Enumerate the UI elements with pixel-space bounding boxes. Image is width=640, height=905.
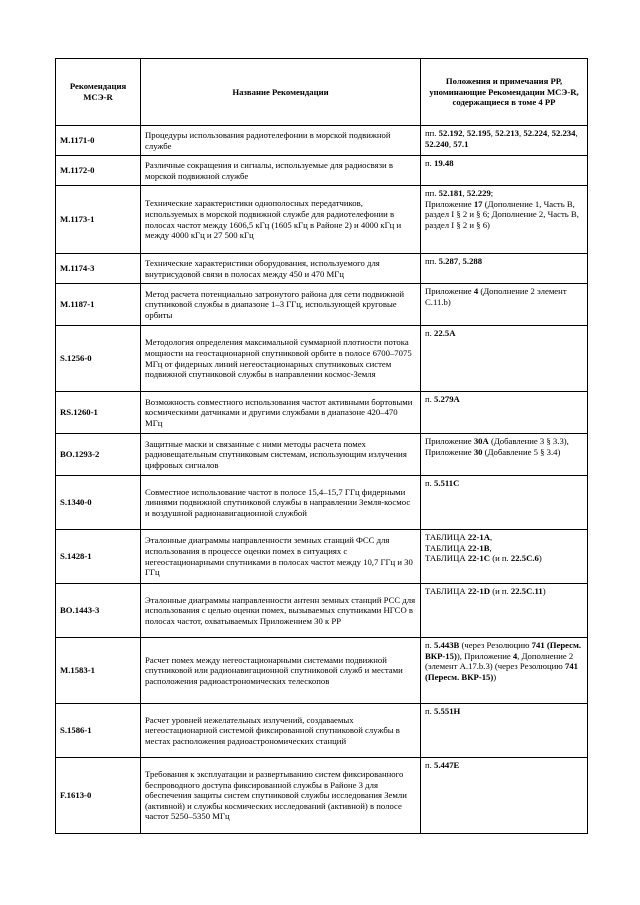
provision-text: 22-1A <box>467 532 491 542</box>
provision-text: 5.551H <box>434 706 461 716</box>
rr-provisions <box>421 186 588 254</box>
provision-text: 52.234 <box>551 128 576 138</box>
recommendation-number: M.1187-1 <box>56 284 141 326</box>
header-provisions: Положения и примечания РР, упоминающие Рекомендации МСЭ-R, содержащиеся в томе 4 РР <box>421 59 588 126</box>
table-row <box>56 392 588 434</box>
recommendation-title: Расчет помех между негеостационарными системами подвижной спутниковой или радионавигационной спутниковой служб и местами расположения радиоастрономических телескопов <box>141 638 421 704</box>
recommendation-title: Метод расчета потенциально затронутого района для сети подвижной спутниковой службы в диапазоне 1–3 ГГц, использующей круговые орбиты <box>141 284 421 326</box>
provision-text: 5.447E <box>434 760 460 770</box>
recommendation-title: Технические характеристики оборудования, используемого для внутрисудовой связи в полосах между 450 и 470 МГц <box>141 254 421 284</box>
provision-text: ) <box>538 553 542 564</box>
provision-text: ; <box>490 188 494 198</box>
provision-text: 5.511C <box>434 478 460 488</box>
provision-text: п. <box>425 760 434 770</box>
provision-text: (Дополнение 2 элемент C.11.b) <box>425 286 567 307</box>
provision-text: Приложение <box>425 436 474 446</box>
table-row <box>56 126 588 156</box>
provision-text: 22.5A <box>434 328 456 338</box>
provision-text: 57.1 <box>453 138 469 149</box>
table-row <box>56 326 588 392</box>
provision-text: (через Резолюцию <box>459 640 532 650</box>
recommendation-number: S.1256-0 <box>56 326 141 392</box>
table-row <box>56 284 588 326</box>
provision-text: Приложение <box>425 286 474 296</box>
provision-text: , <box>575 128 578 138</box>
provision-text: (Добавление 5 § 3.4) <box>482 446 561 457</box>
recommendation-title: Эталонные диаграммы направленности антенн земных станций РСС для использования с целью оценки помех, вызываемых спутниками НГСО в полосах частот, охватываемых Приложением 30 к РР <box>141 584 421 638</box>
provision-text: 4 <box>473 286 479 296</box>
table-header-row <box>56 59 588 126</box>
provision-text: ) <box>542 586 546 596</box>
provision-text: 52.224 <box>523 128 548 138</box>
provision-text: Приложение <box>425 198 474 209</box>
provision-text: 52.181 <box>438 188 463 198</box>
table-row <box>56 584 588 638</box>
recommendation-number: M.1171-0 <box>56 126 141 156</box>
table-row <box>56 530 588 584</box>
provision-text: п. <box>425 158 434 168</box>
provision-text: ), Приложение <box>456 650 513 661</box>
recommendation-title: Требования к эксплуатации и развертыванию систем фиксированного беспроводного доступа фиксированной службы в Районе 3 для обеспечения защиты систем спутниковой службы исследования Земли (активной) и службы космических исследований (активной) в полосе частот 5250–5350 МГц <box>141 758 421 834</box>
table-row <box>56 704 588 758</box>
rr-provisions <box>421 326 588 392</box>
provision-text: п. <box>425 706 434 716</box>
recommendation-title: Методология определения максимальной суммарной плотности потока мощности на геостационарной спутниковой орбите в полосе 6700–7075 МГц от фидерных линий негеостационарных спутниковых систем подвижной спутниковой службы в направлении космос-Земля <box>141 326 421 392</box>
rr-provisions <box>421 758 588 834</box>
provision-text: 52.229 <box>466 188 491 198</box>
provision-text: 5.443B <box>434 640 460 650</box>
rr-provisions <box>421 704 588 758</box>
recommendation-title: Эталонные диаграммы направленности земных станций ФСС для использования в процессе оценки помех в ситуациях с негеостационарными спутниками в полосах частот между 10,7 ГГц и 30 ГГц <box>141 530 421 584</box>
recommendation-number: M.1172-0 <box>56 156 141 186</box>
provision-text: ) <box>493 671 497 682</box>
recommendation-number: S.1586-1 <box>56 704 141 758</box>
provision-text: 22-1B <box>467 542 490 553</box>
rr-provisions <box>421 584 588 638</box>
table-body <box>56 126 588 834</box>
recommendation-title: Расчет уровней нежелательных излучений, создаваемых негеостационарной системой фиксированной спутниковой службы в местах расположения радиоастрономических станций <box>141 704 421 758</box>
recommendation-title: Возможность совместного использования частот активными бортовыми космическими датчиками и другими службами в диапазоне 420–470 МГц <box>141 392 421 434</box>
provision-text: п. <box>425 478 434 488</box>
rr-provisions <box>421 638 588 704</box>
recommendation-number: BO.1443-3 <box>56 584 141 638</box>
table-row <box>56 434 588 476</box>
provision-text: (Пересм. ВКР-15) <box>425 640 582 661</box>
provision-text: 22.5C.11 <box>510 586 543 596</box>
recommendation-number: BO.1293-2 <box>56 434 141 476</box>
recommendation-number: S.1340-0 <box>56 476 141 530</box>
provision-text: , <box>490 128 496 138</box>
provision-text: ТАБЛИЦА <box>425 553 468 564</box>
provision-text: п. <box>425 640 434 650</box>
recommendation-number: M.1583-1 <box>56 638 141 704</box>
provision-text: 22.5C.6 <box>510 553 539 564</box>
provision-text: 4 <box>512 650 518 661</box>
rr-provisions <box>421 530 588 584</box>
provision-text: 52.192 <box>438 128 463 138</box>
provision-text: 5.287 <box>438 256 459 266</box>
provision-text: 52.240 <box>425 138 449 149</box>
provision-text: пп. <box>425 128 439 138</box>
table-row <box>56 254 588 284</box>
recommendation-number: M.1174-3 <box>56 254 141 284</box>
provision-text: , <box>489 542 492 553</box>
provision-text: , <box>448 138 454 149</box>
header-recommendation: Рекомендация МСЭ-R <box>56 59 141 126</box>
provision-text: пп. <box>425 256 439 266</box>
provision-text: 22-1C <box>467 553 491 564</box>
provision-text: пп. <box>425 188 439 198</box>
provision-text: , <box>490 532 493 542</box>
recommendation-number: RS.1260-1 <box>56 392 141 434</box>
provision-text: 741 (Пересм. ВКР-15) <box>425 661 578 682</box>
table-row <box>56 186 588 254</box>
provision-text: 52.195 <box>466 128 491 138</box>
table-row <box>56 476 588 530</box>
rr-provisions <box>421 126 588 156</box>
provision-text: 19.48 <box>434 158 454 168</box>
recommendation-title: Различные сокращения и сигналы, используемые для радиосвязи в морской подвижной службе <box>141 156 421 186</box>
provision-text: 741 <box>531 640 545 650</box>
provision-text: , <box>458 256 463 266</box>
recommendation-title: Совместное использование частот в полосе 15,4–15,7 ГГц фидерными линиями подвижной спутниковой службы в направлении Земля-космос и воздушной радионавигационной службой <box>141 476 421 530</box>
recommendation-title: Защитные маски и связанные с ними методы расчета помех радиовещательным спутниковым системам, использующим излучения цифровых сигналов <box>141 434 421 476</box>
rr-provisions <box>421 284 588 326</box>
table-row <box>56 156 588 186</box>
provision-text: 17 <box>473 198 483 209</box>
provision-text: (Дополнение 1, Часть B, раздел I § 2 и § 6; Дополнение 2, Часть B, раздел I § 2 и § 6) <box>425 198 579 230</box>
recommendation-number: F.1613-0 <box>56 758 141 834</box>
provision-text: , Дополнение 2 (элемент A.17.b.3) (через Резолюцию <box>425 650 574 672</box>
rr-provisions <box>421 254 588 284</box>
provision-text: п. <box>425 394 434 404</box>
provision-text: , <box>462 188 467 198</box>
provision-text: , <box>547 128 552 138</box>
table-row <box>56 758 588 834</box>
recommendation-title: Технические характеристики однополосных передатчиков, используемых в морской подвижной службе для радиотелефонии в полосах частот между 1606,5 кГц (1605 кГц в Районе 2) и 4000 кГц и между 4000 кГц и 27 500 кГц <box>141 186 421 254</box>
provision-text: (и п. <box>490 586 511 596</box>
recommendation-title: Процедуры использования радиотелефонии в морской подвижной службе <box>141 126 421 156</box>
provision-text: 5.279A <box>434 394 460 404</box>
rr-provisions <box>421 392 588 434</box>
provision-text: п. <box>425 328 434 338</box>
provision-text: , <box>519 128 524 138</box>
provision-text: 5.288 <box>462 256 483 266</box>
rr-provisions <box>421 476 588 530</box>
provision-text: 30A <box>473 436 489 446</box>
recommendation-number: M.1173-1 <box>56 186 141 254</box>
provision-text: ТАБЛИЦА <box>425 586 468 596</box>
table-row <box>56 638 588 704</box>
provision-text: 30 <box>473 446 483 457</box>
header-name: Название Рекомендации <box>141 59 421 126</box>
provision-text: (и п. <box>490 553 511 564</box>
provision-text: 52.213 <box>495 128 520 138</box>
provision-text: ТАБЛИЦА <box>425 542 468 553</box>
provision-text: , <box>462 128 467 138</box>
rr-provisions <box>421 434 588 476</box>
rr-provisions <box>421 156 588 186</box>
provision-text: ТАБЛИЦА <box>425 532 468 542</box>
provision-text: (Добавление 3 § 3.3), Приложение <box>425 436 569 457</box>
recommendation-number: S.1428-1 <box>56 530 141 584</box>
recommendations-table <box>55 58 588 834</box>
provision-text: 22-1D <box>467 586 491 596</box>
